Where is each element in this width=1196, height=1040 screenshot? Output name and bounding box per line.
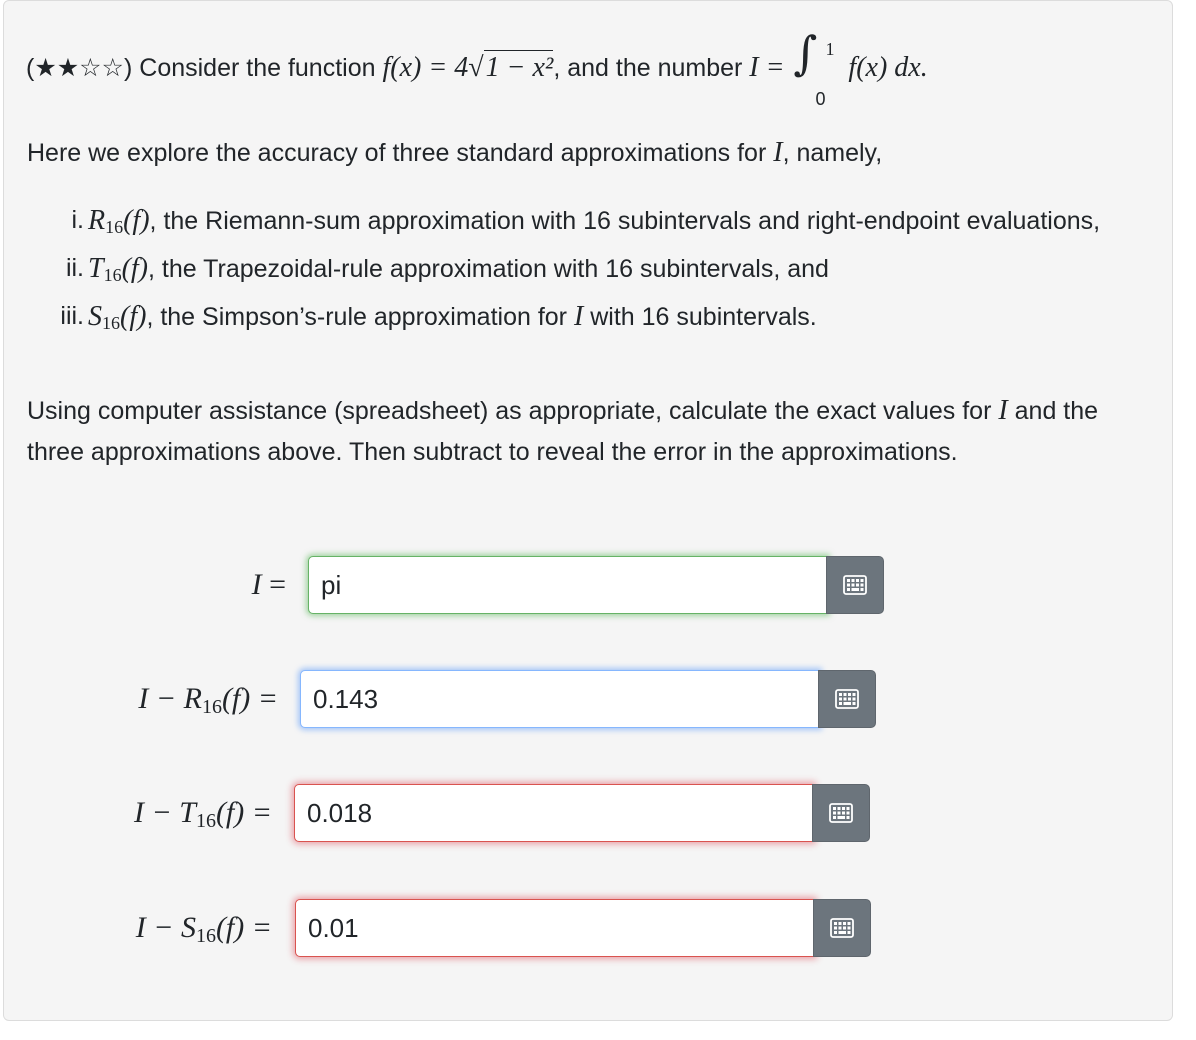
- keyboard-icon: [843, 575, 867, 595]
- answer-label-T: I − T16(f) =: [134, 796, 272, 832]
- answer-input-R[interactable]: [300, 670, 820, 728]
- answer-row-I: [0, 556, 1196, 614]
- answer-row-S: [0, 899, 1196, 957]
- problem-intro: (★★☆☆) Consider the function f(x) = 4√1 − x², and the number I = ∫ 1 0 f(x) dx.: [26, 26, 928, 110]
- integrand: f(x) dx.: [848, 52, 928, 83]
- function-definition: f(x) = 4: [382, 52, 469, 83]
- keyboard-icon: [835, 689, 859, 709]
- integral-symbol: ∫ 1 0: [793, 26, 835, 110]
- paragraph-approximations: Here we explore the accuracy of three standard approximations for I, namely,: [27, 137, 883, 168]
- approximation-list: [0, 200, 1150, 344]
- paragraph-instructions: Using computer assistance (spreadsheet) as appropriate, calculate the exact values for I and the three approximations above. Then subtract to reveal the error in the approximations.: [27, 395, 1099, 466]
- keyboard-icon: [830, 918, 854, 938]
- answer-input-S[interactable]: [295, 899, 815, 957]
- list-item: i. $R_{16}(f)$, the Riemann-sum approximation with 16 subintervals and right-endpoint evaluations,: [71, 205, 1101, 237]
- sqrt-expression: √1 − x²: [468, 52, 554, 83]
- list-item: iii. $S_{16}(f)$, the Simpson’s-rule approximation for I with 16 subintervals.: [60, 301, 817, 333]
- list-item: ii. $T_{16}(f)$, the Trapezoidal-rule approximation with 16 subintervals, and: [65, 253, 829, 285]
- answer-row-T: [0, 784, 1196, 842]
- answer-input-I[interactable]: [308, 556, 828, 614]
- math-keyboard-button[interactable]: [813, 899, 871, 957]
- math-keyboard-button[interactable]: [818, 670, 876, 728]
- answer-label-R: I − R16(f) =: [138, 682, 278, 718]
- math-keyboard-button[interactable]: [812, 784, 870, 842]
- answer-input-T[interactable]: [294, 784, 814, 842]
- answer-row-R: [0, 670, 1196, 728]
- keyboard-icon: [829, 803, 853, 823]
- difficulty-stars: (★★☆☆): [26, 54, 133, 82]
- answer-label-I: I =: [251, 568, 286, 601]
- answer-label-S: I − S16(f) =: [135, 911, 272, 947]
- math-keyboard-button[interactable]: [826, 556, 884, 614]
